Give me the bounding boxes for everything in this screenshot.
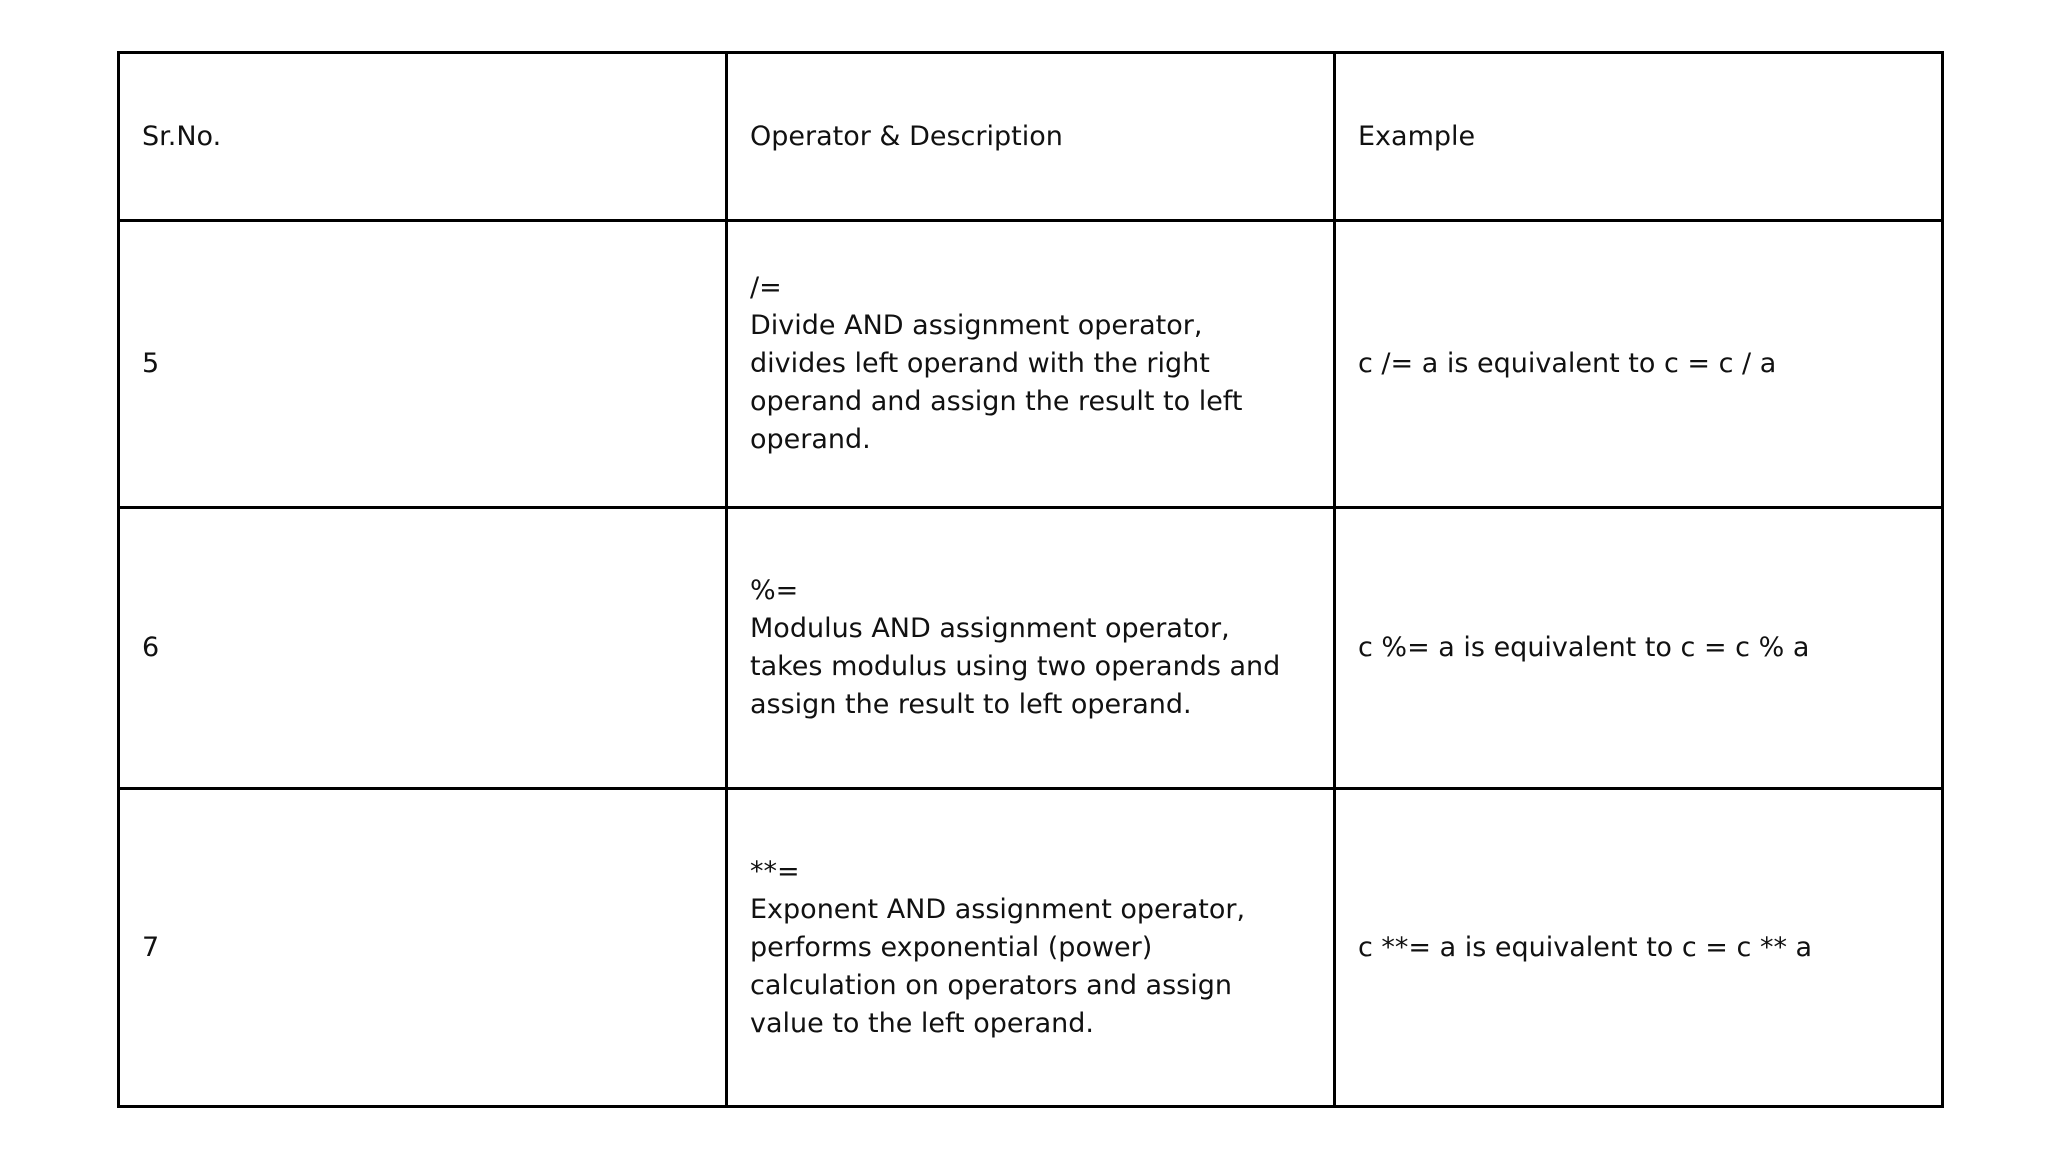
operator-description-cell [727,221,1335,508]
example-cell: c /= a is equivalent to c = c / a [1335,221,1943,508]
operator-symbol: %= [750,575,799,606]
serial-cell: 6 [119,508,727,789]
header-example: Example [1335,53,1943,221]
header-operator-description: Operator & Description [727,53,1335,221]
table-row [119,508,1943,789]
serial-cell: 5 [119,221,727,508]
table-header-row [119,53,1943,221]
serial-cell: 7 [119,789,727,1107]
operator-description-cell [727,508,1335,789]
operators-table [117,51,1944,1108]
example-cell: c **= a is equivalent to c = c ** a [1335,789,1943,1107]
operator-symbol: /= [750,272,782,303]
operator-description: Exponent AND assignment operator, performs exponential (power) calculation on operators and assign value to the left operand. [750,893,1246,1039]
operator-description: Divide AND assignment operator, divides left operand with the right operand and assign the result to left operand. [750,310,1243,455]
header-serial: Sr.No. [119,53,727,221]
example-cell: c %= a is equivalent to c = c % a [1335,508,1943,789]
operator-description-cell [727,789,1335,1107]
table-row [119,221,1943,508]
operator-description: Modulus AND assignment operator, takes modulus using two operands and assign the result to left operand. [750,613,1281,720]
operator-symbol: **= [750,855,800,887]
table-row [119,789,1943,1107]
